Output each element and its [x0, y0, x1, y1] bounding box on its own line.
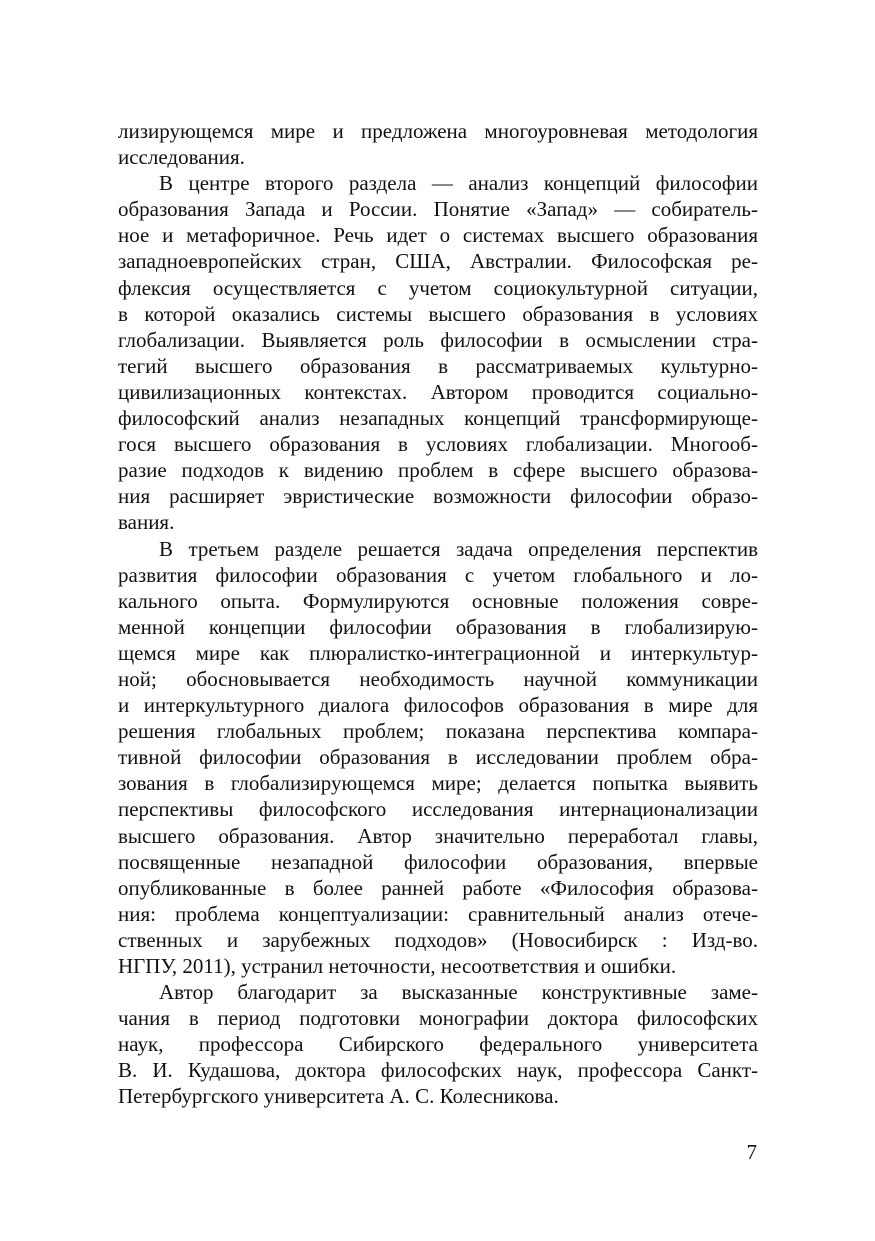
paragraph-acknowledgements: [118, 979, 758, 1109]
text-line: разие подходов к видению проблем в сфере высшего образова-: [118, 458, 758, 483]
text-line: В центре второго раздела — анализ концепций философии: [159, 171, 758, 196]
text-line: тивной философии образования в исследовании проблем обра-: [118, 745, 758, 770]
text-line: лизирующемся мире и предложена многоуровневая методология: [118, 119, 758, 143]
paragraph-third-section: [118, 536, 758, 980]
text-line: и интеркультурного диалога философов образования в мире для: [118, 693, 758, 718]
text-line: Автор благодарит за высказанные конструктивные заме-: [159, 980, 758, 1005]
text-line: зования в глобализирующемся мире; делается попытка выявить: [118, 771, 758, 796]
paragraph-second-section: [118, 170, 758, 535]
text-line: флексия осуществляется с учетом социокультурной ситуации,: [118, 275, 758, 300]
text-line: кального опыта. Формулируются основные положения совре-: [118, 588, 758, 613]
text-line: образования Запада и России. Понятие «Запад» — собиратель-: [118, 197, 758, 222]
text-line: НГПУ, 2011), устранил неточности, несоответствия и ошибки.: [118, 954, 677, 978]
text-line: менной концепции философии образования в глобализирую-: [118, 614, 758, 639]
page-body: [118, 118, 758, 1110]
text-line: наук, профессора Сибирского федерального университета: [118, 1032, 758, 1057]
text-line: философский анализ незападных концепций трансформирующе-: [118, 406, 758, 431]
text-line: глобализации. Выявляется роль философии в осмыслении стра-: [118, 327, 758, 352]
text-line: ния расширяет эвристические возможности философии образо-: [118, 484, 758, 509]
text-line: посвященные незападной философии образования, впервые: [118, 849, 758, 874]
text-line: щемся мире как плюралистко-интеграционной и интеркультур-: [118, 640, 758, 665]
text-line: ния: проблема концептуализации: сравнительный анализ отече-: [118, 901, 758, 926]
text-line: перспективы философского исследования интернационализации: [118, 797, 758, 822]
text-line: В. И. Кудашова, доктора философских наук, профессора Санкт-: [118, 1058, 758, 1083]
text-line: исследования.: [118, 145, 245, 170]
text-line: западноевропейских стран, США, Австралии. Философская ре-: [118, 249, 758, 274]
text-line: решения глобальных проблем; показана перспектива компара-: [118, 719, 758, 744]
text-line: гося высшего образования в условиях глобализации. Многооб-: [118, 432, 758, 457]
text-line: опубликованные в более ранней работе «Философия образова-: [118, 875, 758, 900]
text-line: ное и метафоричное. Речь идет о системах высшего образования: [118, 223, 758, 248]
text-line: Петербургского университета А. С. Колесникова.: [118, 1084, 559, 1109]
text-line: развития философии образования с учетом глобального и ло-: [118, 562, 758, 587]
text-line: вания.: [118, 510, 175, 535]
text-line: цивилизационных контекстах. Автором проводится социально-: [118, 379, 758, 404]
text-line: чания в период подготовки монографии доктора философских: [118, 1006, 758, 1031]
paragraph-continuation: [118, 118, 758, 170]
page-number: 7: [746, 1140, 757, 1164]
text-line: в которой оказались системы высшего образования в условиях: [118, 301, 758, 326]
text-line: тегий высшего образования в рассматриваемых культурно-: [118, 353, 758, 378]
text-line: высшего образования. Автор значительно переработал главы,: [118, 823, 758, 848]
text-line: ной; обосновывается необходимость научной коммуникации: [118, 666, 758, 691]
text-line: ственных и зарубежных подходов» (Новосибирск : Изд-во.: [118, 927, 758, 952]
text-line: В третьем разделе решается задача определения перспектив: [159, 536, 758, 561]
